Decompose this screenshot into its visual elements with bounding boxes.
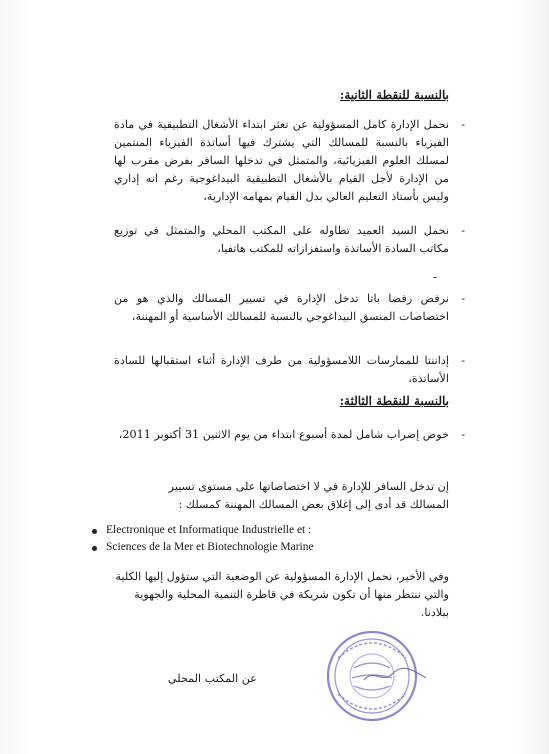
section-2-item-2-text: نحمل السيد العميد تطاوله على المكتب المحلي والمتمثل في توزيع مكاتب السادة الأساتذة واستفزازاته للمكتب هاتفيا، (114, 224, 449, 255)
empty-bullet-dash: - (432, 270, 437, 284)
section-2-item-2 (114, 222, 465, 258)
bullet-dash: - (461, 354, 465, 367)
program-list-item: Sciences de la Mer et Biotechnologie Marine (92, 539, 314, 556)
bullet-dash: - (461, 428, 465, 441)
section-2-item-3 (114, 290, 465, 326)
section-3-item-1 (114, 426, 465, 444)
section-3-paragraph: إن تدخل السافر للإدارة في لا اختصاصاتها على مستوى تسيير المسالك قد أدى إلى إغلاق بعض المسالك المهننة كمسلك : (168, 480, 449, 511)
bullet-dash: - (461, 224, 465, 237)
signature-label: عن المكتب المحلي (167, 672, 257, 685)
section-2-item-1-text: نحمل الإدارة كامل المسؤولية عن تعثر ابتداء الأشغال التطبيقية في مادة الفيزياء بالنسبة للمسالك التي يشترك فيها أساتذة الفيزياء المنتمين لمسلك العلوم الفيزيائية، والمتمثل في تدخلها السافر بفرض مقرب لها من الإدارة لأجل القيام بالأشغال التطبيقية البيداغوجية رغم انه إداري وليس بأستاذ التعليم العالي بدل القيام بمهامه الإدارية، (114, 118, 449, 203)
section-2-item-1 (114, 116, 465, 206)
section-2-heading: بالنسبة للنقطة الثانية: (339, 88, 449, 102)
section-2-item-4 (114, 352, 465, 388)
program-list-item: Electronique et Informatique Industrielle et : (92, 522, 314, 539)
bullet-dash: - (461, 292, 465, 305)
section-2-item-4-text: إداننتا للممارسات اللامسؤولية من طرف الإدارة أثناء استقبالها للسادة الأساتذة، (114, 354, 449, 385)
section-3-heading: بالنسبة للنقطة الثالثة: (339, 394, 449, 408)
closing-paragraph: وفي الأخير، نحمل الإدارة المسؤولية عن الوضعية التي ستؤول إليها الكلية والتي ننتظر منها أن تكون شريكة في قاطرة التنمية المحلية والجهوية ببلادنا. (115, 570, 449, 619)
bullet-dash: - (461, 118, 465, 131)
program-list (92, 522, 314, 556)
section-2-item-3-text: نرفض رفضا باتا تدخل الإدارة في تسيير المسالك والذي هو من اختصاصات المنسق البيداغوجي بالنسبة للمسالك الأساسية أو المهننة، (114, 292, 449, 323)
signature-scribble-icon (360, 664, 430, 686)
section-3-item-1-text: خوض إضراب شامل لمدة أسبوع ابتداء من يوم الاثنين 31 أكتوبر 2011، (118, 428, 449, 441)
